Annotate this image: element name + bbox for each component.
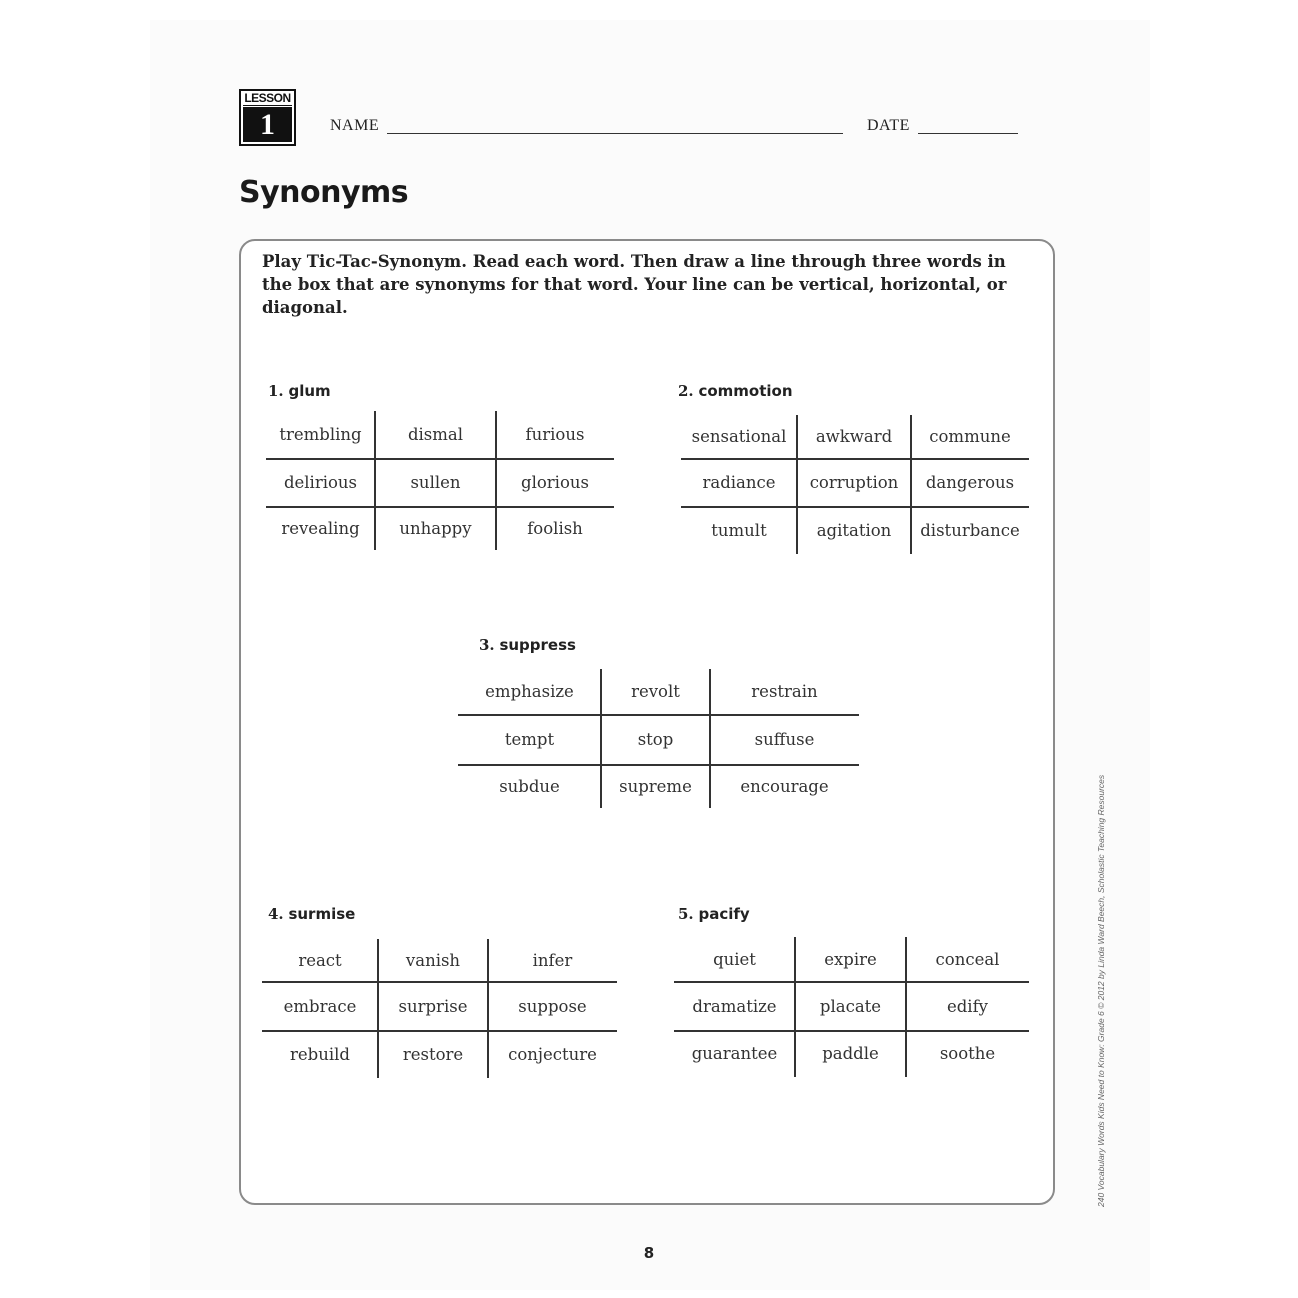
grid-word[interactable]: placate [819,997,882,1016]
prompt-number: 4. [268,905,284,923]
page-number: 8 [643,1244,655,1262]
grid-horizontal-line [681,506,1029,508]
grid-word[interactable]: embrace [283,997,357,1016]
prompt-2 [678,382,793,400]
grid-horizontal-line [681,458,1029,460]
grid-vertical-line [905,937,907,1077]
tic-tac-grid-2 [681,415,1029,554]
prompt-number: 3. [479,636,495,654]
prompt-3 [479,636,576,654]
grid-word[interactable]: disturbance [920,521,1020,540]
grid-word[interactable]: dismal [407,425,464,444]
prompt-4 [268,905,355,923]
grid-word[interactable]: react [298,951,342,970]
grid-word[interactable]: trembling [279,425,362,444]
grid-word[interactable]: delirious [283,473,358,492]
grid-word[interactable]: unhappy [399,519,472,538]
grid-word[interactable]: restore [402,1045,464,1064]
grid-word[interactable]: restrain [751,682,818,701]
prompt-5 [678,905,750,923]
grid-word[interactable]: sensational [691,427,787,446]
prompt-number: 5. [678,905,694,923]
prompt-word: commotion [698,382,793,400]
grid-word[interactable]: suppose [518,997,587,1016]
grid-word[interactable]: revealing [281,519,360,538]
tic-tac-grid-4 [262,939,617,1078]
grid-horizontal-line [458,764,859,766]
grid-word[interactable]: agitation [816,521,892,540]
grid-vertical-line [600,669,602,808]
prompt-word: glum [288,382,331,400]
grid-word[interactable]: subdue [499,777,560,796]
prompt-word: pacify [698,905,750,923]
grid-word[interactable]: surprise [398,997,468,1016]
date-field[interactable] [918,133,1018,134]
grid-word[interactable]: radiance [702,473,776,492]
grid-word[interactable]: soothe [939,1044,996,1063]
grid-vertical-line [794,937,796,1077]
date-label: DATE [867,117,910,134]
tic-tac-grid-1 [266,411,614,550]
grid-horizontal-line [266,458,614,460]
grid-word[interactable]: infer [532,951,573,970]
grid-word[interactable]: dramatize [692,997,777,1016]
grid-word[interactable]: edify [946,997,989,1016]
name-field[interactable] [387,133,843,134]
instructions: Play Tic-Tac-Synonym. Read each word. Then draw a line through three words in the box that are synonyms for that word. Your line can be vertical, horizontal, or diagonal. [262,252,1007,317]
grid-vertical-line [495,411,497,550]
grid-word[interactable]: rebuild [290,1045,350,1064]
grid-word[interactable]: stop [637,730,674,749]
grid-word[interactable]: corruption [809,473,899,492]
grid-word[interactable]: vanish [405,951,461,970]
grid-horizontal-line [674,981,1029,983]
copyright-credit: 240 Vocabulary Words Kids Need to Know: Grade 6 © 2012 by Linda Ward Beech, Scholastic Teaching Resources [1096,774,1106,1207]
prompt-word: suppress [499,636,576,654]
prompt-number: 1. [268,382,284,400]
grid-word[interactable]: furious [525,425,585,444]
name-label: NAME [330,117,380,134]
grid-horizontal-line [262,1030,617,1032]
grid-vertical-line [709,669,711,808]
page-title: Synonyms [239,175,409,210]
tic-tac-grid-3 [458,669,859,808]
grid-word[interactable]: emphasize [485,682,574,701]
grid-word[interactable]: glorious [521,473,589,492]
grid-word[interactable]: sullen [410,473,461,492]
grid-horizontal-line [262,981,617,983]
lesson-label: LESSON [244,91,291,105]
tic-tac-grid-5 [674,937,1029,1077]
grid-word[interactable]: conjecture [508,1045,597,1064]
prompt-number: 2. [678,382,694,400]
grid-horizontal-line [458,714,859,716]
grid-vertical-line [796,415,798,554]
grid-vertical-line [487,939,489,1078]
prompt-1 [268,382,331,400]
grid-word[interactable]: suffuse [754,730,815,749]
grid-word[interactable]: paddle [822,1044,879,1063]
grid-horizontal-line [266,506,614,508]
grid-word[interactable]: dangerous [925,473,1015,492]
grid-word[interactable]: supreme [619,777,692,796]
grid-word[interactable]: encourage [740,777,829,796]
lesson-badge [239,89,296,146]
prompt-word: surmise [288,905,356,923]
grid-word[interactable]: revolt [631,682,680,701]
grid-vertical-line [910,415,912,554]
grid-word[interactable]: quiet [713,950,756,969]
grid-vertical-line [374,411,376,550]
grid-word[interactable]: tumult [711,521,767,540]
grid-word[interactable]: expire [824,950,877,969]
grid-word[interactable]: commune [929,427,1011,446]
lesson-number: 1 [243,107,292,142]
grid-word[interactable]: conceal [935,950,1000,969]
grid-word[interactable]: tempt [504,730,555,749]
grid-word[interactable]: guarantee [691,1044,778,1063]
grid-word[interactable]: foolish [527,519,583,538]
grid-vertical-line [377,939,379,1078]
grid-word[interactable]: awkward [815,427,893,446]
grid-horizontal-line [674,1030,1029,1032]
